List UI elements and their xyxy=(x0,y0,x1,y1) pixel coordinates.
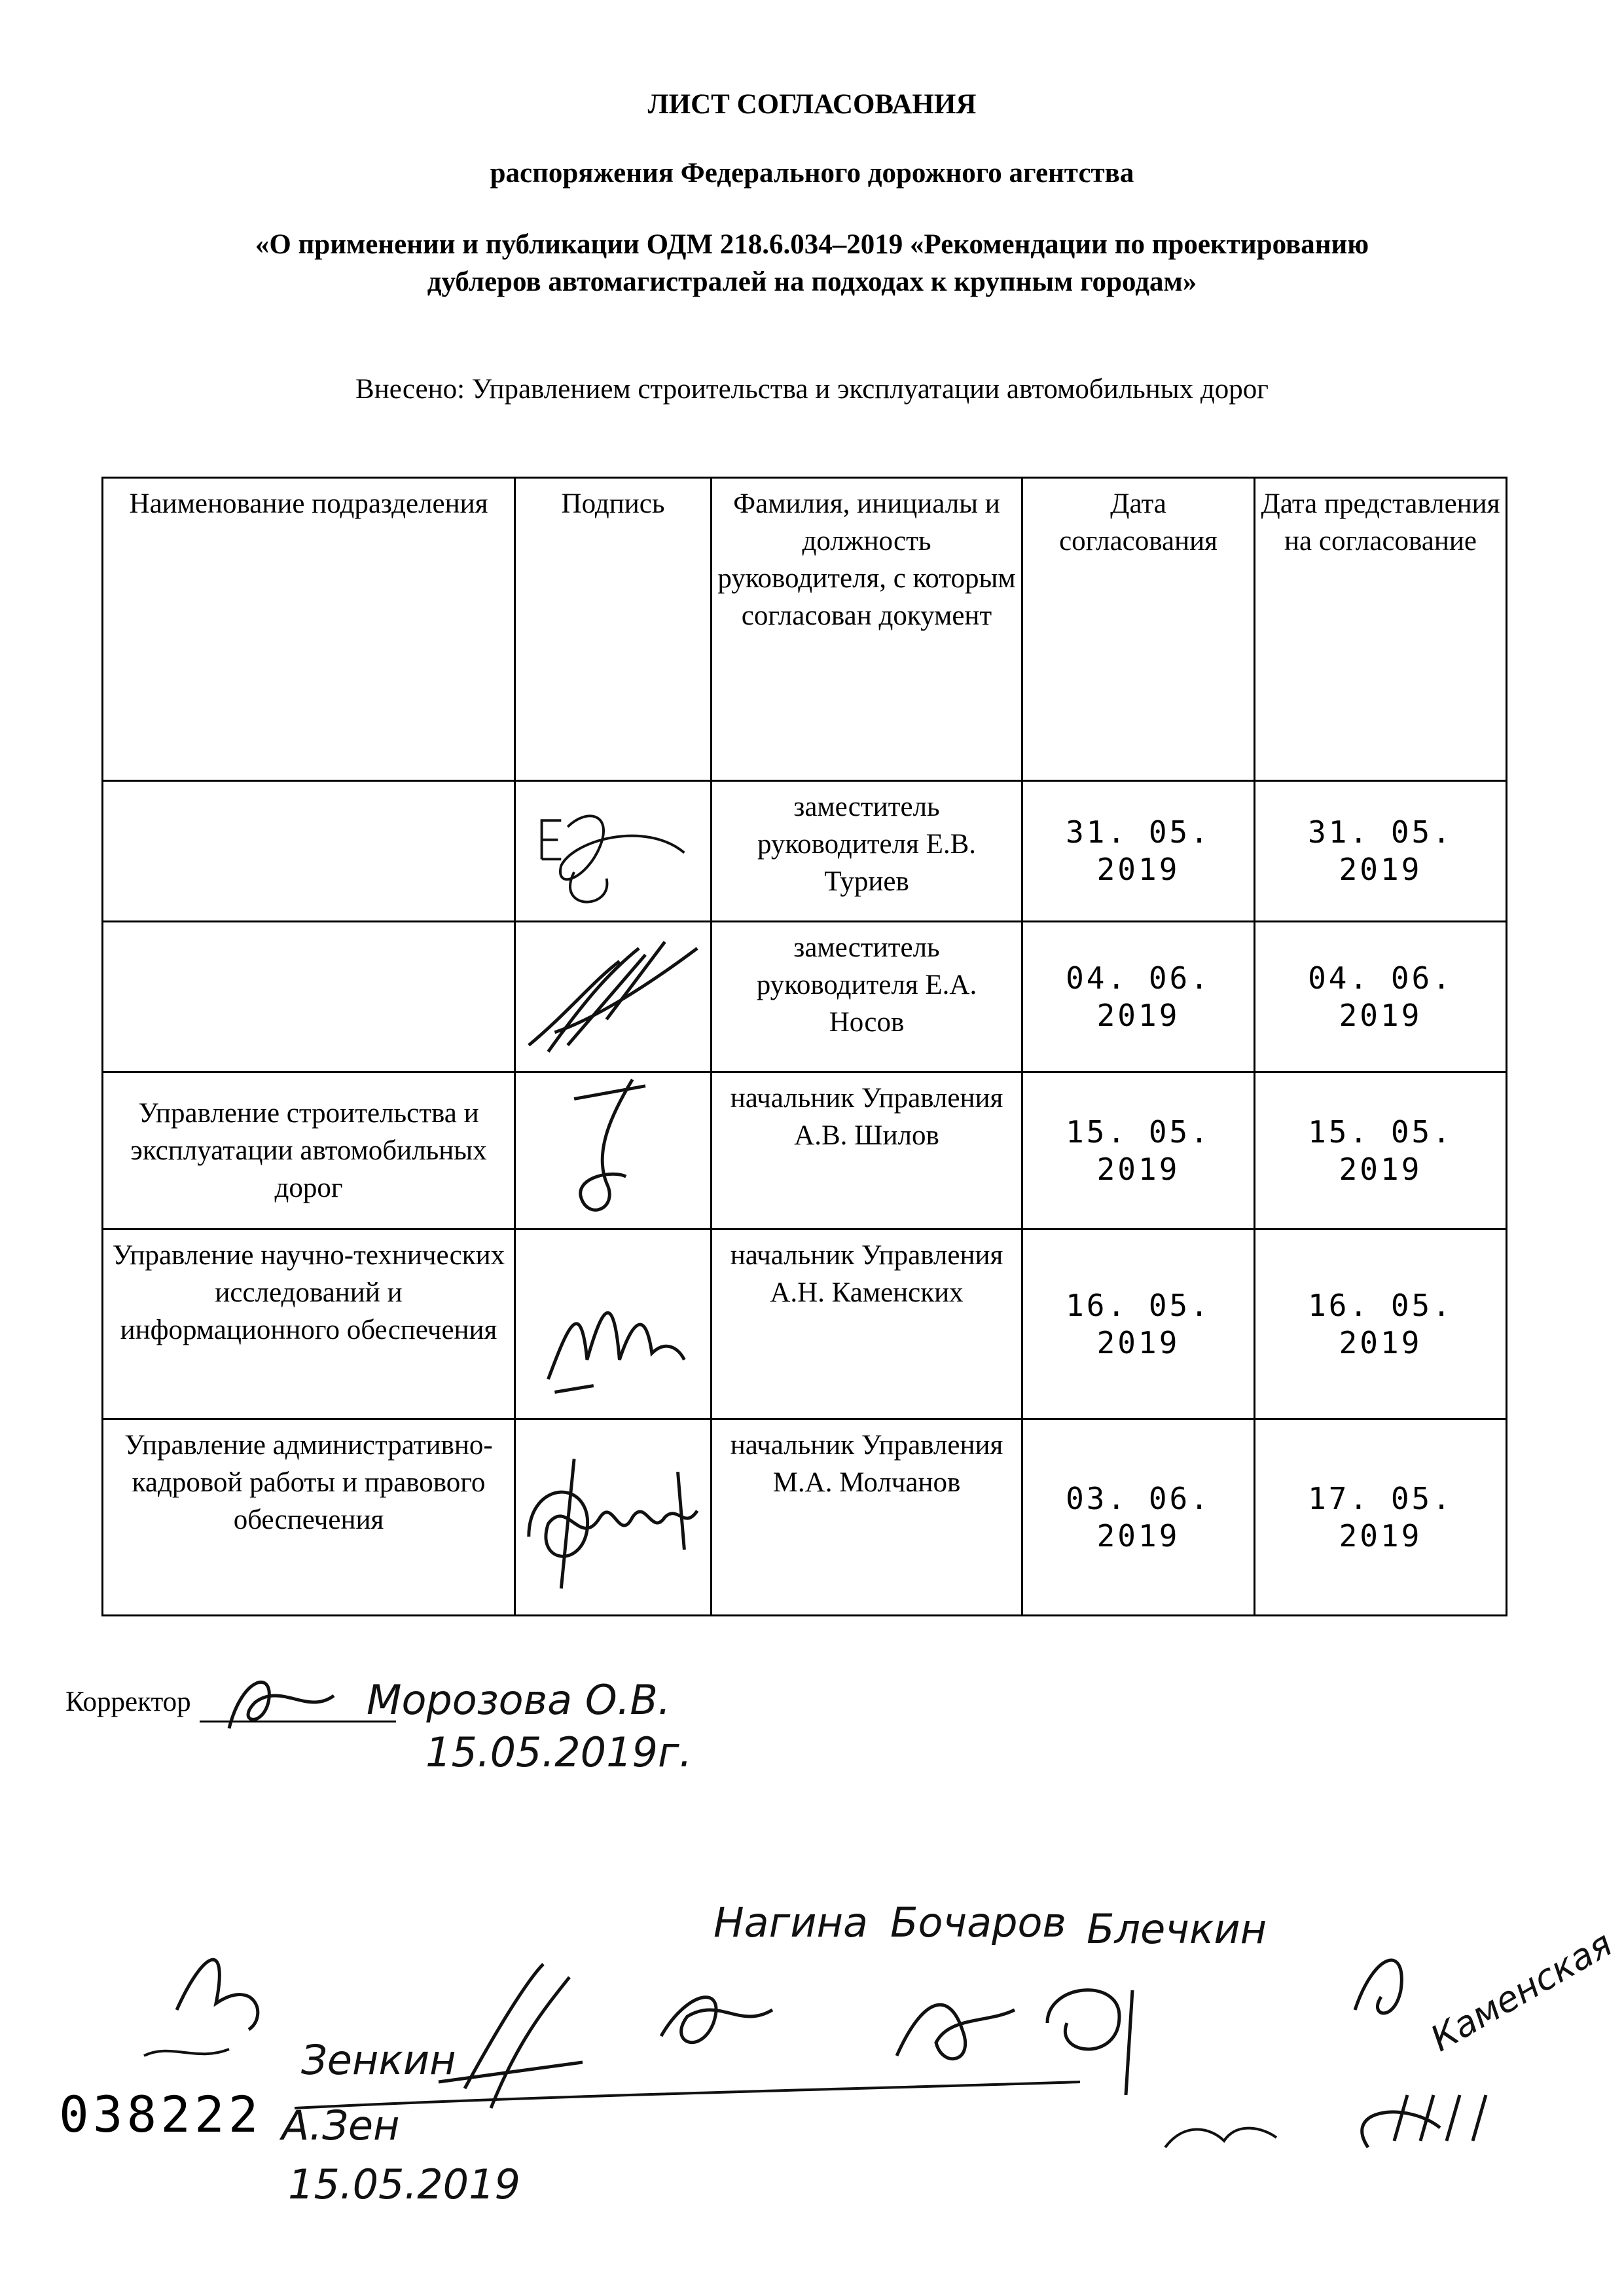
cell-date-agreed: 03. 06. 2019 xyxy=(1022,1419,1255,1616)
page-subtitle: распоряжения Федерального дорожного агентства xyxy=(490,158,1134,189)
cell-date-agreed: 15. 05. 2019 xyxy=(1022,1072,1255,1230)
signature-cell xyxy=(515,1072,712,1230)
stamp-number: 038222 xyxy=(59,2085,262,2143)
subject-line-1: «О применении и публикации ОДМ 218.6.034–2019 «Рекомендации по проектированию xyxy=(255,229,1369,260)
cell-date-agreed: 04. 06. 2019 xyxy=(1022,922,1255,1072)
cell-position: заместитель руководителя Е.В. Туриев xyxy=(712,781,1022,922)
cell-date-submitted: 15. 05. 2019 xyxy=(1255,1072,1507,1230)
signature-icon xyxy=(516,1073,710,1228)
table-row xyxy=(103,781,1507,922)
cell-position: начальник Управления А.Н. Каменских xyxy=(712,1230,1022,1419)
cell-department: Управление административно-кадровой работы и правового обеспечения xyxy=(103,1419,515,1616)
cell-date-agreed: 16. 05. 2019 xyxy=(1022,1230,1255,1419)
signature-cell xyxy=(515,781,712,922)
document-subject xyxy=(0,226,1624,301)
header-position: Фамилия, инициалы и должность руководителя, с которым согласован документ xyxy=(712,478,1022,781)
cell-date-submitted: 16. 05. 2019 xyxy=(1255,1230,1507,1419)
signature-icon xyxy=(516,922,710,1071)
cell-date-submitted: 04. 06. 2019 xyxy=(1255,922,1507,1072)
cell-date-submitted: 31. 05. 2019 xyxy=(1255,781,1507,922)
handwritten-note: Нагина xyxy=(713,1899,869,1946)
handwritten-note: Бочаров xyxy=(890,1899,1066,1946)
cell-department: Управление научно-технических исследований и информационного обеспечения xyxy=(103,1230,515,1419)
handwritten-note: Зенкин xyxy=(301,2036,456,2084)
table-header-row xyxy=(103,478,1507,781)
handwritten-note: А.Зен xyxy=(281,2102,400,2149)
footer-signatures-icon xyxy=(98,1912,1571,2206)
corrector-handwritten-date: 15.05.2019г. xyxy=(425,1728,693,1776)
cell-department: Управление строительства и эксплуатации автомобильных дорог xyxy=(103,1072,515,1230)
signature-cell xyxy=(515,1419,712,1616)
cell-date-submitted: 17. 05. 2019 xyxy=(1255,1419,1507,1616)
page-title: ЛИСТ СОГЛАСОВАНИЯ xyxy=(647,89,977,120)
header-signature: Подпись xyxy=(515,478,712,781)
corrector-signature-icon xyxy=(216,1663,347,1748)
header-date-submitted: Дата представления на согласование xyxy=(1255,478,1507,781)
signature-icon xyxy=(516,782,710,920)
header-department: Наименование подразделения xyxy=(103,478,515,781)
signature-icon xyxy=(516,1420,710,1614)
handwritten-note: Каменская xyxy=(1423,1923,1619,2060)
table-row xyxy=(103,1230,1507,1419)
table-row xyxy=(103,922,1507,1072)
signature-icon xyxy=(516,1230,710,1418)
corrector-handwritten-name: Морозова О.В. xyxy=(367,1676,671,1724)
cell-department xyxy=(103,781,515,922)
table-row xyxy=(103,1419,1507,1616)
cell-date-agreed: 31. 05. 2019 xyxy=(1022,781,1255,922)
signature-cell xyxy=(515,1230,712,1419)
cell-position: заместитель руководителя Е.А. Носов xyxy=(712,922,1022,1072)
cell-position: начальник Управления А.В. Шилов xyxy=(712,1072,1022,1230)
subject-line-2: дублеров автомагистралей на подходах к крупным городам» xyxy=(427,266,1197,297)
introduced-by: Внесено: Управлением строительства и эксплуатации автомобильных дорог xyxy=(355,374,1269,405)
cell-position: начальник Управления М.А. Молчанов xyxy=(712,1419,1022,1616)
signature-cell xyxy=(515,922,712,1072)
cell-department xyxy=(103,922,515,1072)
header-date-agreed: Дата согласования xyxy=(1022,478,1255,781)
handwritten-note: 15.05.2019 xyxy=(288,2160,520,2208)
approval-table xyxy=(101,477,1507,1616)
corrector-label: Корректор xyxy=(65,1686,191,1717)
table-row xyxy=(103,1072,1507,1230)
handwritten-note: Блечкин xyxy=(1087,1905,1267,1953)
